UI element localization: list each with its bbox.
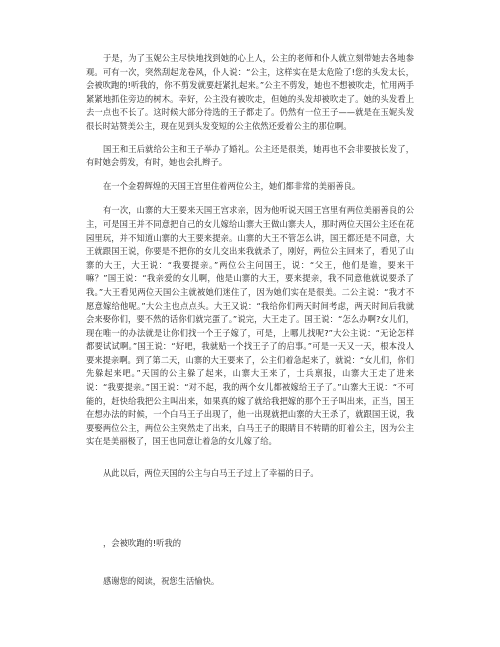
paragraph-story-hair: 于是，为了玉妮公主尽快地找到她的心上人，公主的老师和仆人就立刻带她去各地参观。可有一次，突然刮起龙卷风，仆人说：“公主，这样实在是太危险了!您的头发太长，会被吹跑的!听我的，你不剪发就要赶紧扎起来。”公主不剪发，她也不想被吹走，忙用两手紧紧地抓住旁边的树木。幸好，公主没有被吹走，但她的头发却被吹走了。她的头发看上去一点也不长了。这时候大部分待选的王子都走了。仍然有一位王子——就是在玉妮头发很长时站赞美公主，现在见到头发变短的公主依然还爱着公主的那位啊。 bbox=[86, 53, 414, 131]
paragraph-fragment: ，会被吹跑的!听我的 bbox=[103, 537, 181, 548]
paragraph-wedding: 国王和王后就给公主和王子举办了婚礼。公主还是很美，她再也不会非要披长发了，有时她会剪发，有时，她也会扎辫子。 bbox=[86, 143, 414, 168]
paragraph-happy-ending: 从此以后，两位天国的公主与白马王子过上了幸福的日子。 bbox=[103, 468, 319, 479]
paragraph-thanks: 感谢您的阅读，祝您生活愉快。 bbox=[103, 576, 220, 587]
paragraph-two-princesses: 在一个金碧辉煌的天国王宫里住着两位公主，她们都非常的美丽善良。 bbox=[103, 180, 361, 191]
paragraph-mountain-king: 有一次，山寨的大王要来天国王宫求亲，因为他听说天国王宫里有两位美丽善良的公主，可是国王并不同意把自己的女儿嫁给山寨大王做山寨夫人，那时两位天国公主还在花园里玩，并不知道山寨的大王要来提亲。山寨的大王不管怎么讲，国王都还是不同意，大王就跟国王说，你要是不把你的女儿交出来我就杀了，刚好，两位公主回来了，看见了山寨的大王，大王说：“我要提亲。”两位公主问国王，说：“父王，他们是谁，要来干嘛？”国王说：“我亲爱的女儿啊，他是山寨的大王，要来提亲，我不同意他就说要杀了我。”大王看见两位天国公主就被她们迷住了，因为她们实在是很美。二公主说：“我才不愿意嫁给他呢。”大公主也点点头。大王又说：“我给你们两天时间考虑，两天时间后我就会来娶你们，要不然的话你们就完蛋了。”说完，大王走了。国王说：“怎么办啊?女儿们，现在唯一的办法就是让你们找一个王子嫁了，可是，上哪儿找呢?”大公主说：“无论怎样都要试试啊。”国王说：“好吧，我就贴一个找王子了的启事。”可是一天又一天，根本没人要来提亲啊。到了第二天，山寨的大王要来了，公主们着急起来了，就说：“女儿们，你们先躲起来吧。”天国的公主躲了起来，山寨大王来了，士兵禀报，山寨大王走了进来说：“我要提亲。”国王说：“对不起，我的两个女儿都被嫁给王子了。”山寨大王说：“不可能的，赶快给我把公主叫出来，如果真的嫁了就给我把嫁的那个王子叫出来，正当，国王在想办法的时候，一个白马王子出现了，他一出现就把山寨的大王杀了，就跟国王说，我要娶两位公主，两位公主突然走了出来，白马王子的眼睛目不转睛的盯着公主，因为公主实在是美丽极了，国王也同意让着急的女儿嫁了给。 bbox=[86, 205, 414, 447]
